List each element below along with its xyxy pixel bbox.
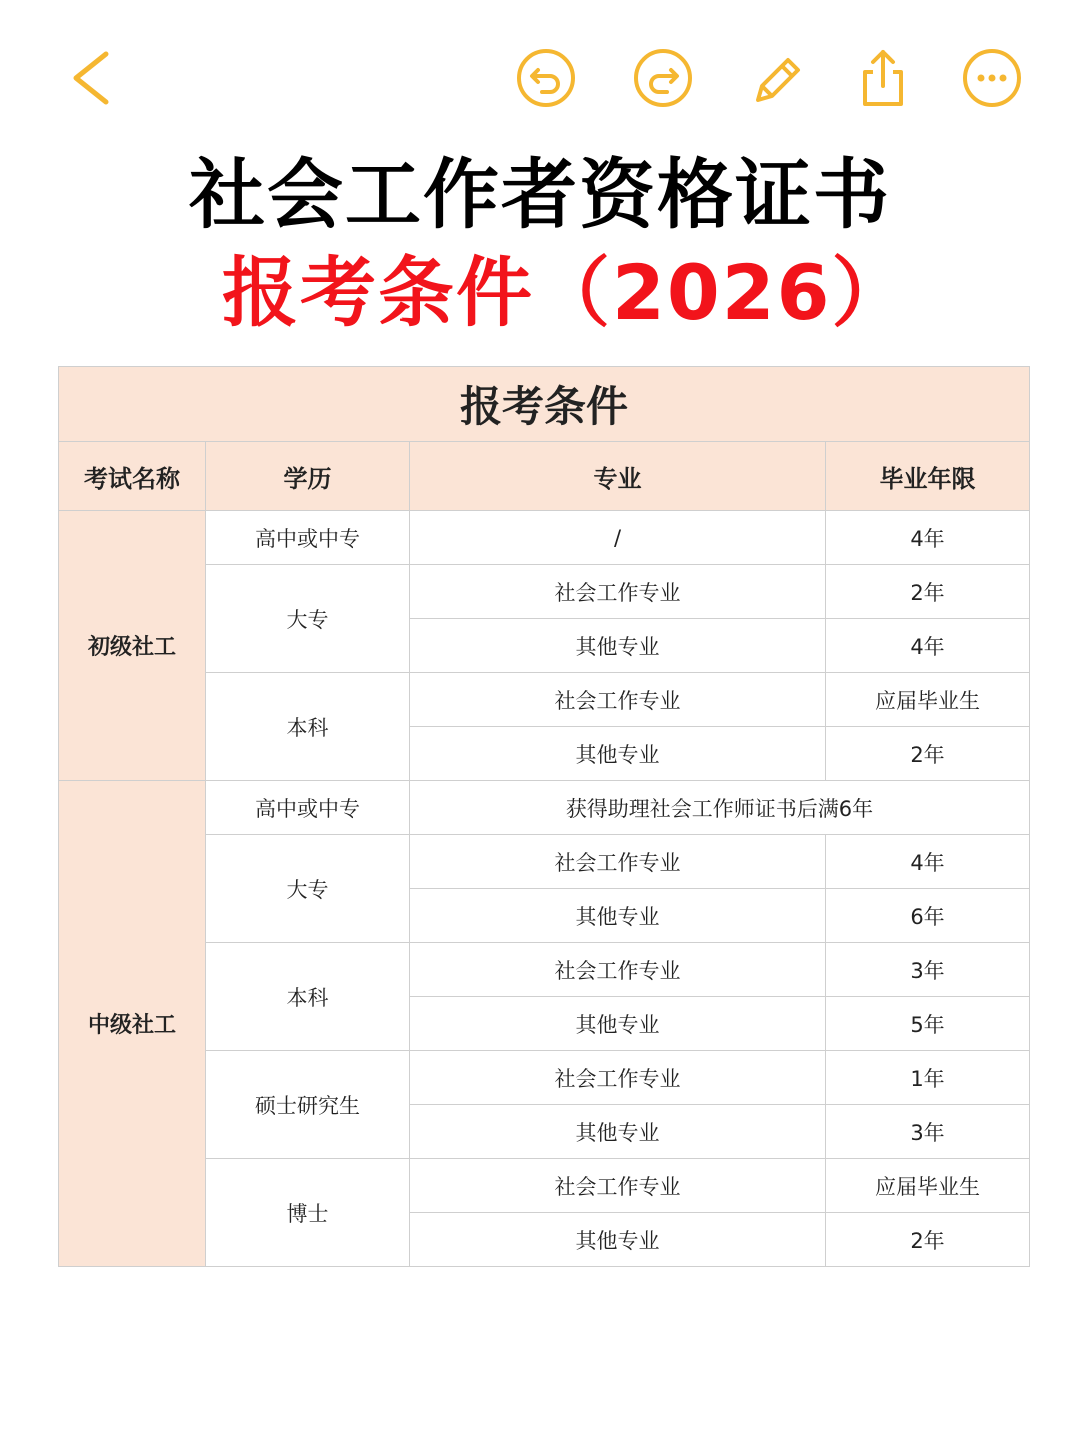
table-row: [59, 781, 1030, 835]
major-cell: 社会工作专业: [410, 565, 826, 619]
header-education: 学历: [206, 442, 410, 511]
table-caption-row: [59, 367, 1030, 442]
major-cell: 其他专业: [410, 997, 826, 1051]
major-cell: 社会工作专业: [410, 1159, 826, 1213]
requirements-table: [58, 366, 1030, 1267]
years-cell: 2年: [826, 565, 1030, 619]
years-cell: 2年: [826, 727, 1030, 781]
education-cell: 博士: [206, 1159, 410, 1267]
education-cell: 大专: [206, 835, 410, 943]
education-cell: 大专: [206, 565, 410, 673]
years-cell: 6年: [826, 889, 1030, 943]
pencil-icon[interactable]: [746, 46, 810, 110]
years-cell: 2年: [826, 1213, 1030, 1267]
table-row: [59, 511, 1030, 565]
major-cell: 其他专业: [410, 1213, 826, 1267]
years-cell: 应届毕业生: [826, 1159, 1030, 1213]
header-major: 专业: [410, 442, 826, 511]
table-caption: 报考条件: [59, 367, 1030, 442]
major-cell: 社会工作专业: [410, 943, 826, 997]
major-cell: 其他专业: [410, 619, 826, 673]
merged-requirement-cell: 获得助理社会工作师证书后满6年: [410, 781, 1030, 835]
years-cell: 5年: [826, 997, 1030, 1051]
education-cell: 高中或中专: [206, 781, 410, 835]
years-cell: 4年: [826, 619, 1030, 673]
years-cell: 4年: [826, 835, 1030, 889]
major-cell: 社会工作专业: [410, 673, 826, 727]
header-grad-years: 毕业年限: [826, 442, 1030, 511]
table-header-row: [59, 442, 1030, 511]
undo-icon[interactable]: [514, 46, 578, 110]
category-cell: 初级社工: [59, 511, 206, 781]
top-toolbar: [0, 0, 1080, 150]
education-cell: 高中或中专: [206, 511, 410, 565]
years-cell: 应届毕业生: [826, 673, 1030, 727]
education-cell: 本科: [206, 943, 410, 1051]
years-cell: 1年: [826, 1051, 1030, 1105]
major-cell: 其他专业: [410, 1105, 826, 1159]
more-icon[interactable]: [960, 46, 1024, 110]
page-subtitle: 报考条件（2026）: [222, 248, 910, 337]
major-cell: 社会工作专业: [410, 1051, 826, 1105]
major-cell: 其他专业: [410, 727, 826, 781]
page-title: 社会工作者资格证书: [189, 150, 891, 239]
back-icon[interactable]: [62, 46, 126, 110]
major-cell: 其他专业: [410, 889, 826, 943]
category-cell: 中级社工: [59, 781, 206, 1267]
major-cell: /: [410, 511, 826, 565]
years-cell: 4年: [826, 511, 1030, 565]
education-cell: 硕士研究生: [206, 1051, 410, 1159]
education-cell: 本科: [206, 673, 410, 781]
major-cell: 社会工作专业: [410, 835, 826, 889]
years-cell: 3年: [826, 943, 1030, 997]
redo-icon[interactable]: [631, 46, 695, 110]
header-exam-name: 考试名称: [59, 442, 206, 511]
share-icon[interactable]: [851, 46, 915, 110]
years-cell: 3年: [826, 1105, 1030, 1159]
